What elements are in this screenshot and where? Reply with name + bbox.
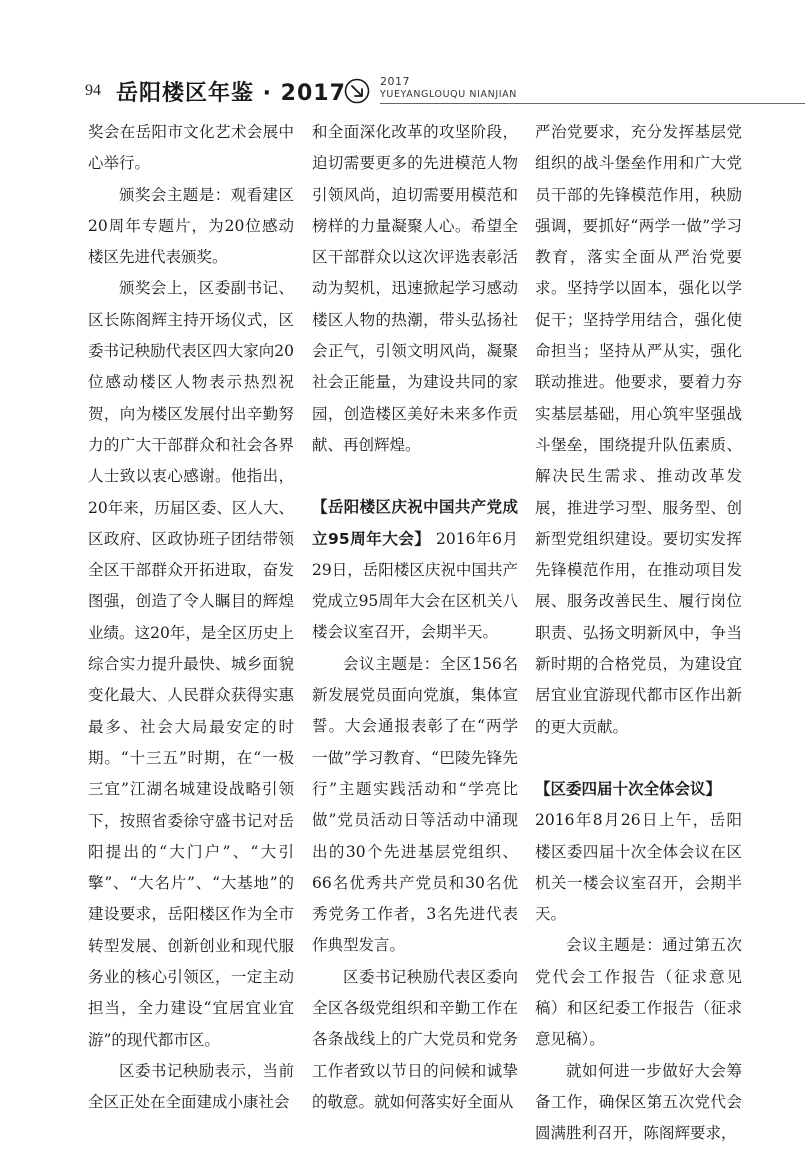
- text-column-2: [312, 117, 518, 1118]
- paragraph: 会议主题是：通过第五次党代会工作报告（征求意见稿）和区纪委工作报告（征求意见稿）。: [535, 936, 742, 1049]
- paragraph: 奖会在岳阳市文化艺术会展中心举行。: [88, 123, 294, 173]
- text-column-3: [535, 117, 742, 1150]
- paragraph: 就如何进一步做好大会筹备工作，确保区第五次党代会圆满胜利召开，陈阁辉要求，: [535, 1061, 742, 1143]
- entry-text: 2016年8月26日上午，岳阳楼区委四届十次全体会议在区机关一楼会议室召开，会期半天。: [535, 811, 742, 924]
- paragraph: 区委书记秧励表示，当前全区正处在全面建成小康社会: [88, 1061, 294, 1112]
- header-rule: [380, 103, 805, 104]
- entry-paragraph: [312, 492, 518, 648]
- running-header: [0, 70, 805, 110]
- paragraph: 会议主题是：全区156名新发展党员面向党旗，集体宣誓。大会通报表彰了在“两学一做”学习教育、“巴陵先锋先行”主题实践活动和“学亮比做”党员活动日等活动中涌现出的30个先进基层党组织、66名优秀共产党员和30名优秀党务工作者，3名先进代表作典型发言。: [312, 654, 518, 955]
- entry-text: 2016年6月29日，岳阳楼区庆祝中国共产党成立95周年大会在区机关八楼会议室召开，会期半天。: [312, 529, 518, 642]
- text-column-1: [88, 117, 294, 1119]
- page-number: 94: [85, 82, 101, 99]
- header-pinyin: YUEYANGLOUQU NIANJIAN: [380, 89, 517, 100]
- header-year: 2017: [380, 75, 410, 88]
- section-gap: [535, 743, 742, 774]
- paragraph: 和全面深化改革的攻坚阶段，迫切需要更多的先进模范人物引领风尚，迫切需要用模范和榜样的力量凝聚人心。希望全区干部群众以这次评选表彰活动为契机，迅速掀起学习感动楼区人物的热潮，带头弘扬社会正气，引领文明风尚，凝聚社会正能量，为建设共同的家园，创造楼区美好未来多作贡献、再创辉煌。: [312, 123, 518, 454]
- paragraph: 区委书记秧励代表区委向全区各级党组织和辛勤工作在各条战线上的广大党员和党务工作者致以节日的问候和诚挚的敬意。就如何落实好全面从: [312, 967, 518, 1111]
- arrow-down-right-circle-icon: [344, 78, 370, 104]
- paragraph: 颁奖会上，区委副书记、区长陈阁辉主持开场仪式，区委书记秧励代表区四大家向20位感动楼区人物表示热烈祝贺，向为楼区发展付出辛勤努力的广大干部群众和社会各界人士致以衷心感谢。他指出，20年来，历届区委、区人大、区政府、区政协班子团结带领全区干部群众开拓进取，奋发图强，创造了令人瞩目的辉煌业绩。这20年，是全区历史上综合实力提升最快、城乡面貌变化最大、人民群众获得实惠最多、社会大局最安定的时期。“十三五”时期，在“一极三宜”江湖名城建设战略引领下，按照省委徐守盛书记对岳阳提出的“大门户”、“大引擎”、“大名片”、“大基地”的建设要求，岳阳楼区作为全市转型发展、创新创业和现代服务业的核心引领区，一定主动担当，全力建设“宜居宜业宜游”的现代都市区。: [88, 279, 294, 1049]
- entry-heading: 【岳阳楼区庆祝中国共产党成立95周年大会】: [312, 498, 518, 548]
- entry-heading: 【区委四届十次全体会议】: [535, 779, 722, 798]
- section-gap: [312, 461, 518, 492]
- paragraph: 颁奖会主题是：观看建区20周年专题片，为20位感动楼区先进代表颁奖。: [88, 185, 294, 267]
- paragraph: 严治党要求，充分发挥基层党组织的战斗堡垒作用和广大党员干部的先锋模范作用，秧励强调，要抓好“两学一做”学习教育，落实全面从严治党要求。坚持学以固本，强化以学促干；坚持学用结合，强化使命担当；坚持从严从实，强化联动推进。他要求，要着力夯实基层基础，用心筑牢坚强战斗堡垒，围绕提升队伍素质、解决民生需求、推动改革发展，推进学习型、服务型、创新型党组织建设。要切实发挥先锋模范作用，在推动项目发展、服务改善民生、履行岗位职责、弘扬文明新风中，争当新时期的合格党员，为建设宜居宜业宜游现代都市区作出新的更大贡献。: [535, 123, 742, 736]
- yearbook-title: 岳阳楼区年鉴 · 2017: [116, 81, 346, 106]
